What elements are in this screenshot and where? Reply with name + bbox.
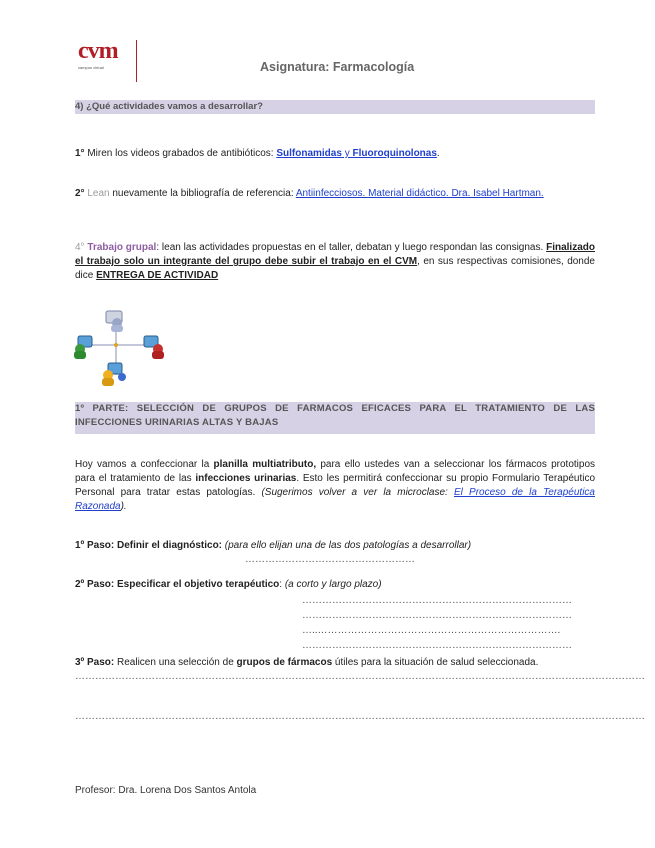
intro-e: . Esto les permitirá confeccionar su propio Formulario Terapéutico Personal para tratar estas patologías. <box>75 473 595 498</box>
item-4 <box>75 241 595 283</box>
step-3-answer-line-2[interactable]: ……………………………………………………………………………………………………………………………………………………… <box>75 711 645 722</box>
step-3-label: 3º Paso: <box>75 657 115 668</box>
computer-user-bottom-icon <box>102 363 126 386</box>
microclase-link[interactable]: El Proceso de la Terapéutica Razonada <box>75 487 595 512</box>
computer-user-top-icon <box>106 311 123 332</box>
step-2-answer-line-4[interactable]: ……………………………………………………………………… <box>302 640 572 651</box>
computer-user-right-icon <box>144 336 164 359</box>
step-1-answer-line[interactable]: …………………………………………… <box>245 554 415 565</box>
step-3-text-1: Realicen una selección de <box>114 657 237 668</box>
computer-user-left-icon <box>74 336 92 359</box>
item-2 <box>75 187 595 201</box>
item-2-number: 2° <box>75 188 85 199</box>
step-1 <box>75 539 595 553</box>
item-2-lead: Lean <box>84 188 110 199</box>
cvm-logo <box>78 38 130 74</box>
intro-f: (Sugerimos volver a ver la microclase: <box>261 487 454 498</box>
part-1-intro <box>75 458 595 514</box>
intro-c: para ello ustedes van a seleccionar los fármacos prototipos para el tratamiento de las <box>75 459 596 484</box>
entrega-actividad: ENTREGA DE ACTIVIDAD <box>96 270 219 281</box>
item-1-connector: y <box>341 148 353 159</box>
step-1-label: 1º Paso: Definir el diagnóstico: <box>75 540 223 551</box>
logo-subtext: campus virtual <box>78 65 104 70</box>
header-divider <box>136 40 137 82</box>
fluoroquinolonas-link[interactable]: Fluoroquinolonas <box>352 148 437 159</box>
network-illustration <box>70 305 170 390</box>
step-2-colon: : <box>279 579 283 590</box>
item-4-label: Trabajo grupal <box>84 242 157 253</box>
intro-d: infecciones urinarias <box>195 473 297 484</box>
part-1-title: 1º PARTE: SELECCIÓN DE GRUPOS DE FARMACOS EFICACES PARA EL TRATAMIENTO DE LAS INFECCIONES URINARIAS ALTAS Y BAJAS <box>75 403 595 428</box>
item-2-text: nuevamente la bibliografía de referencia: <box>109 188 296 199</box>
logo-text: cvm <box>78 38 118 64</box>
intro-g: ). <box>120 501 127 512</box>
step-2-note: (a corto y largo plazo) <box>282 579 382 590</box>
step-2-answer-line-3[interactable]: …..………………………………………………………………. <box>302 625 561 636</box>
step-2-answer-line-2[interactable]: ……………………………………………………………………… <box>302 610 572 621</box>
sulfonamidas-link[interactable]: Sulfonamidas <box>276 148 342 159</box>
bibliography-link[interactable]: Antiinfecciosos. Material didáctico. Dra. Isabel Hartman. <box>295 188 544 199</box>
step-1-note: (para ello elijan una de las dos patologías a desarrollar) <box>222 540 472 551</box>
item-1-number: 1° <box>75 148 85 159</box>
section-4-banner <box>75 100 595 114</box>
step-2-label: 2º Paso: Especificar el objetivo terapéutico <box>75 579 280 590</box>
intro-b: planilla multiatributo, <box>213 459 317 470</box>
item-1 <box>75 147 595 161</box>
item-4-text-1: : lean las actividades propuestas en el taller, debatan y luego respondan las consignas. <box>156 242 544 253</box>
subject-title: Asignatura: Farmacología <box>260 60 415 74</box>
step-3 <box>75 656 595 670</box>
step-2-answer-line-1[interactable]: ……………………………………………………………………… <box>302 595 572 606</box>
item-1-text: Miren los videos grabados de antibióticos: <box>84 148 277 159</box>
item-4-text-2: , en sus respectivas comisiones, donde dice <box>75 256 595 281</box>
item-4-instruction: Finalizado el trabajo solo un integrante del grupo debe subir el trabajo en el CVM <box>75 242 595 267</box>
step-3-text-2: útiles para la situación de salud seleccionada. <box>332 657 539 668</box>
step-3-bold: grupos de fármacos <box>236 657 333 668</box>
step-3-answer-line-1[interactable]: ……………………………………………………………………………………………………………………………………………………… <box>75 671 645 682</box>
part-1-banner <box>75 402 595 434</box>
footer-professor: Profesor: Dra. Lorena Dos Santos Antola <box>75 785 257 796</box>
item-1-end: . <box>436 148 440 159</box>
item-4-number: 4° <box>75 242 85 253</box>
section-4-title: 4) ¿Qué actividades vamos a desarrollar? <box>75 101 263 112</box>
intro-a: Hoy vamos a confeccionar la <box>75 459 214 470</box>
step-2 <box>75 578 595 592</box>
